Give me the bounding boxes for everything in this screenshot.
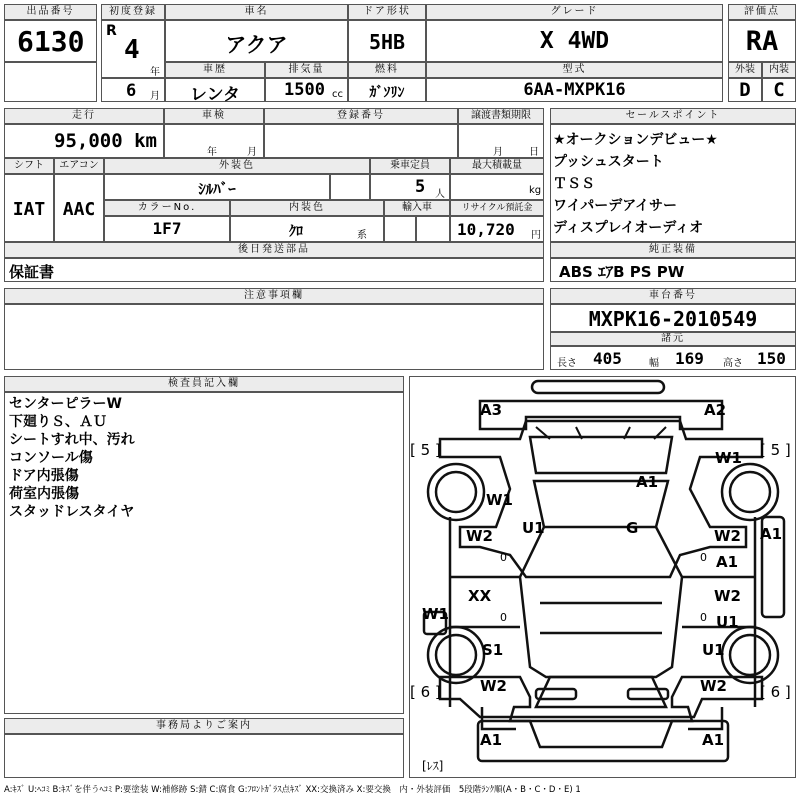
history-cell — [165, 78, 265, 105]
lot-number: 6130 — [17, 25, 85, 58]
inspector-note: ドア内張傷 — [9, 468, 79, 484]
score: RA — [745, 26, 779, 57]
color-no-label: カラーNo. — [104, 200, 230, 216]
recycle-unit: 円 — [531, 230, 541, 241]
exterior-grade: D — [739, 79, 751, 101]
inspection-label: 車検 — [164, 108, 264, 124]
mark-right-rear-fender: U1 — [702, 641, 725, 659]
reg-number-label: 登録番号 — [264, 108, 458, 124]
mark-left-mirror: W1 — [422, 605, 449, 623]
capacity: 5 — [415, 177, 426, 197]
exterior-cell — [728, 78, 762, 102]
model-cell — [426, 78, 723, 102]
lot-number-label: 出品番号 — [4, 4, 97, 20]
recycle-label: リサイクル預託金 — [450, 200, 544, 216]
displacement-cell — [265, 78, 348, 102]
door-type: 5HB — [368, 30, 406, 54]
width: 169 — [675, 349, 704, 368]
mark-left-front-door: W2 — [466, 527, 493, 545]
capacity-cell — [370, 174, 450, 200]
equipment: ABS ｴｱB PS PW — [559, 263, 685, 281]
inspector-note: コンソール傷 — [9, 450, 93, 466]
mileage: 95,000 km — [54, 130, 157, 152]
inspection-year-unit: 年 — [207, 147, 217, 158]
mark-right-front-door-2: A1 — [716, 553, 739, 571]
model-label: 型式 — [426, 62, 723, 78]
mark-hood: A1 — [636, 473, 659, 491]
mark-windshield: G — [626, 519, 639, 537]
width-label: 幅 — [649, 358, 659, 369]
grade-cell — [426, 20, 723, 62]
mark-zero-4: 0 — [700, 611, 707, 624]
int-color-cell — [230, 216, 384, 242]
inspector-cell — [4, 392, 404, 714]
displacement-label: 排気量 — [265, 62, 348, 78]
sales-point-item: ワイパーデアイサー — [553, 198, 678, 214]
maxload-cell — [450, 174, 544, 200]
height-label: 高さ — [723, 358, 743, 369]
later-parts: 保証書 — [9, 263, 55, 281]
mileage-label: 走行 — [4, 108, 164, 124]
mark-zero-1: 0 — [500, 551, 507, 564]
mileage-cell — [4, 124, 164, 158]
mark-front-left-bumper: A3 — [480, 401, 503, 419]
dims-label: 諸元 — [550, 332, 796, 346]
front-panel-shape — [480, 401, 722, 429]
model: 6AA-MXPK16 — [523, 80, 626, 100]
ext-color-label: 外装色 — [104, 158, 370, 174]
later-parts-label: 後日発送部品 — [4, 242, 544, 258]
score-label: 評価点 — [728, 4, 796, 20]
sales-point-item: ＴＳＳ — [553, 176, 595, 192]
lot-number-cell — [4, 20, 97, 62]
recycle-cell — [450, 216, 544, 242]
shift-label: シフト — [4, 158, 54, 174]
first-registration-label: 初度登録 — [101, 4, 165, 20]
fuel: ｶﾞｿﾘﾝ — [369, 85, 405, 101]
registration-year: 4 — [124, 35, 140, 65]
import-cell-a — [384, 216, 416, 242]
inspector-note: シートすれ中、汚れ — [9, 432, 135, 448]
mark-front-right-wheel: W1 — [715, 449, 742, 467]
exterior-label: 外装 — [728, 62, 762, 78]
history: レンタ — [190, 85, 240, 105]
tire-front-left: [ 5 ] — [410, 441, 441, 459]
mark-zero-2: 0 — [700, 551, 707, 564]
height: 150 — [757, 349, 786, 368]
spare-tire-label: [ﾚｽ] — [422, 759, 444, 773]
notes-label: 注意事項欄 — [4, 288, 544, 304]
dims-cell — [550, 346, 796, 370]
mark-left-pillar: U1 — [522, 519, 545, 537]
door-cell — [348, 20, 426, 62]
car-name-label: 車名 — [165, 4, 348, 20]
length: 405 — [593, 349, 622, 368]
mark-rear-left-bumper: A1 — [480, 731, 503, 749]
equipment-cell — [550, 258, 796, 282]
mark-right-rear-door-2: U1 — [716, 613, 739, 631]
interior-label: 内装 — [762, 62, 796, 78]
era: R — [106, 23, 117, 39]
color-no: 1F7 — [152, 219, 182, 238]
int-color-unit: 系 — [357, 230, 367, 241]
int-color: ｸﾛ — [289, 224, 303, 240]
chassis-cell — [550, 304, 796, 332]
transfer-cell — [458, 124, 544, 158]
score-cell — [728, 20, 796, 62]
ac: AAC — [62, 199, 96, 220]
color-no-cell — [104, 216, 230, 242]
fuel-cell — [348, 78, 426, 102]
sales-point-item: プッシュスタート — [553, 154, 664, 170]
sales-point-item: ★オークションデビュー★ — [553, 132, 718, 148]
history-label: 車歴 — [165, 62, 265, 78]
mark-left-rear-door: XX — [468, 587, 492, 605]
lot-blank-cell — [4, 62, 97, 102]
ext-color: ｼﾙﾊﾞｰ — [198, 180, 236, 198]
import-label: 輸入車 — [384, 200, 450, 216]
transfer-day-unit: 日 — [529, 147, 539, 158]
mark-right-front-door: W2 — [714, 527, 741, 545]
mark-left-quarter: W2 — [480, 677, 507, 695]
tire-rear-left: [ 6 ] — [410, 683, 441, 701]
mark-left-fender: W1 — [486, 491, 513, 509]
shift-cell — [4, 174, 54, 242]
equipment-label: 純正装備 — [550, 242, 796, 258]
grade-label: グレード — [426, 4, 723, 20]
transfer-month-unit: 月 — [493, 147, 503, 158]
inspection-cell — [164, 124, 264, 158]
mark-right-side: A1 — [760, 525, 783, 543]
chassis-label: 車台番号 — [550, 288, 796, 304]
windshield-shape — [530, 437, 672, 473]
cc-unit: cc — [332, 89, 343, 100]
reg-number-cell — [264, 124, 458, 158]
office-cell — [4, 734, 404, 778]
grade: X 4WD — [539, 28, 610, 54]
fuel-label: 燃料 — [348, 62, 426, 78]
mark-front-right-bumper: A2 — [704, 401, 727, 419]
recycle-fee: 10,720 — [457, 220, 515, 239]
int-color-label: 内装色 — [230, 200, 384, 216]
inspection-month-unit: 月 — [247, 147, 257, 158]
ext-color-cell — [104, 174, 330, 200]
inspector-note: 荷室内張傷 — [9, 486, 79, 502]
rear-glass-shape — [536, 677, 666, 707]
sales-points-cell — [550, 124, 796, 242]
later-parts-cell — [4, 258, 544, 282]
capacity-label: 乗車定員 — [370, 158, 450, 174]
door-label: ドア形状 — [348, 4, 426, 20]
inspector-note: 下廻りＳ、ＡＵ — [9, 414, 107, 430]
import-cell-b — [416, 216, 450, 242]
first-registration-cell — [101, 20, 165, 78]
mark-zero-3: 0 — [500, 611, 507, 624]
displacement: 1500 — [284, 80, 325, 100]
year-unit: 年 — [150, 67, 160, 78]
inspector-note: センターピラーW — [9, 396, 122, 412]
ac-label: エアコン — [54, 158, 104, 174]
ext-color-extra-cell — [330, 174, 370, 200]
car-outline — [410, 377, 795, 777]
inspector-label: 検査員記入欄 — [4, 376, 404, 392]
car-name: アクア — [225, 33, 288, 57]
rear-bumper-shape — [478, 721, 728, 761]
sales-points-list — [553, 129, 718, 239]
shift: IAT — [12, 199, 46, 220]
month-unit: 月 — [150, 91, 160, 102]
chassis-number: MXPK16-2010549 — [588, 307, 758, 331]
registration-month: 6 — [126, 81, 137, 101]
inspector-note: スタッドレスタイヤ — [9, 504, 135, 520]
notes-cell — [4, 304, 544, 370]
front-bumper-shape — [532, 381, 664, 393]
car-name-cell — [165, 20, 348, 62]
registration-month-cell — [101, 78, 165, 102]
interior-grade: C — [773, 79, 785, 101]
sales-points-label: セールスポイント — [550, 108, 796, 124]
sales-point-item: ディスプレイオーディオ — [553, 220, 704, 236]
mark-left-rear-fender: S1 — [482, 641, 504, 659]
tire-rear-right: [ 6 ] — [760, 683, 791, 701]
damage-diagram — [409, 376, 796, 778]
transfer-label: 譲渡書類期限 — [458, 108, 544, 124]
length-label: 長さ — [557, 358, 577, 369]
inspector-notes-list — [9, 395, 135, 521]
mark-right-rear-door: W2 — [714, 587, 741, 605]
interior-cell — [762, 78, 796, 102]
capacity-unit: 人 — [435, 189, 445, 200]
maxload-unit: kg — [529, 185, 542, 196]
legend: A:ｷｽﾞ U:ﾍｺﾐ B:ｷｽﾞを伴うﾍｺﾐ P:要塗装 W:補修跡 S:錆 C:腐食 G:ﾌﾛﾝﾄｶﾞﾗｽ点ｷｽﾞ XX:交換済み X:要交換 内・外装評価 5段階ﾗﾝｸ順(A・B・C・D・E) 1 — [4, 785, 581, 795]
office-label: 事務局よりご案内 — [4, 718, 404, 734]
mark-rear-right-bumper: A1 — [702, 731, 725, 749]
tire-front-right: [ 5 ] — [760, 441, 791, 459]
ac-cell — [54, 174, 104, 242]
mark-right-quarter: W2 — [700, 677, 727, 695]
maxload-label: 最大積載量 — [450, 158, 544, 174]
